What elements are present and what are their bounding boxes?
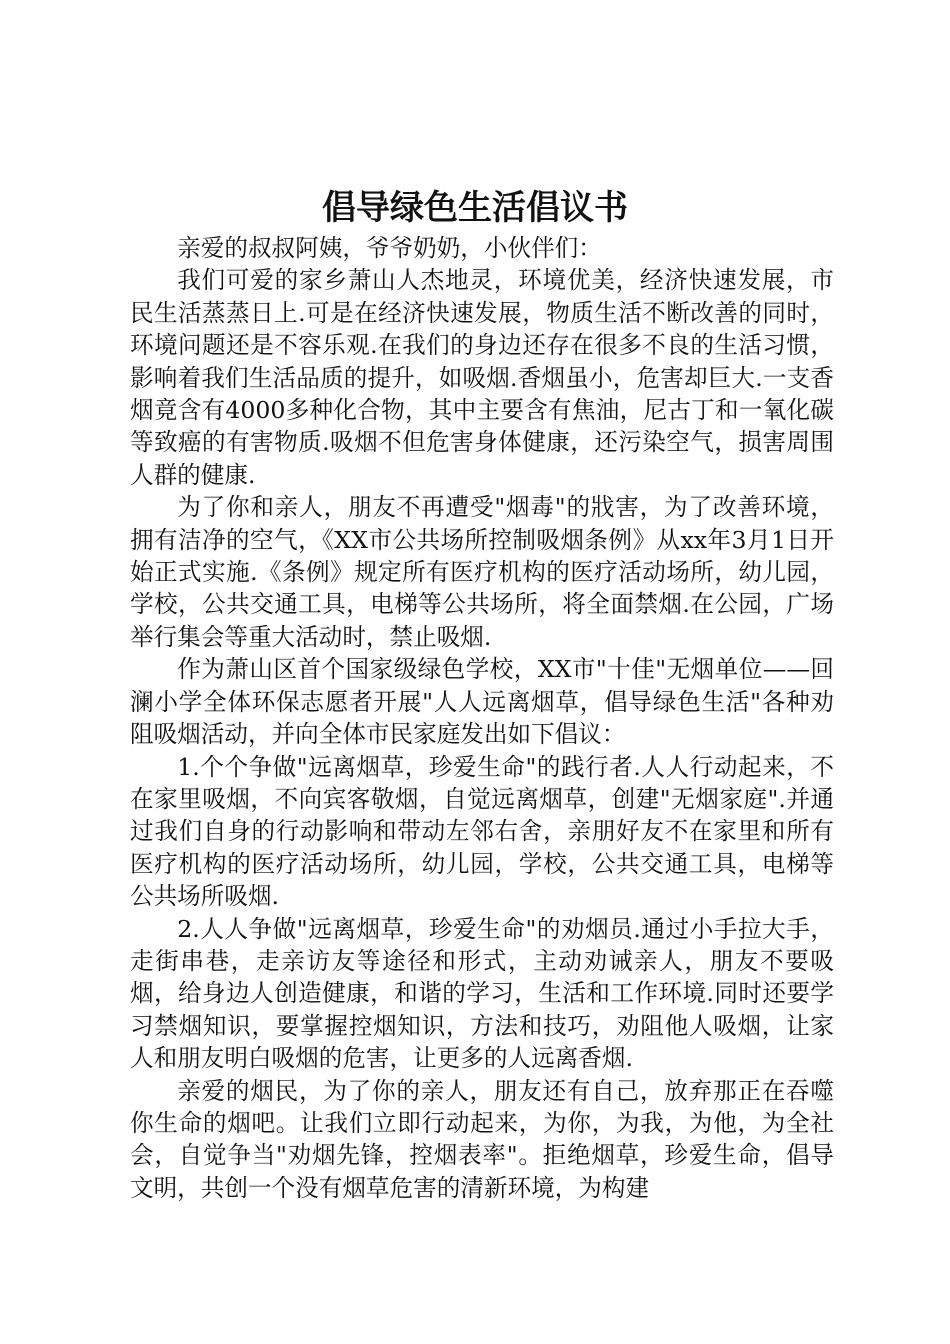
proposal-item-2: 2.人人争做"远离烟草，珍爱生命"的劝烟员.通过小手拉大手，走街串巷，走亲访友等途径和形式，主动劝诫亲人，朋友不要吸烟，给身边人创造健康，和谐的学习，生活和工作环境.同时还要学习禁烟知识，要掌握控烟知识，方法和技巧，劝阻他人吸烟，让家人和朋友明白吸烟的危害，让更多的人远离香烟. bbox=[130, 914, 834, 1073]
body-paragraph: 我们可爱的家乡萧山人杰地灵，环境优美，经济快速发展，市民生活蒸蒸日上.可是在经济快速发展，物质生活不断改善的同时，环境问题还是不容乐观.在我们的身边还存在很多不良的生活习惯，影响着我们生活品质的提升，如吸烟.香烟虽小，危害却巨大.一支香烟竟含有4000多种化合物，其中主要含有焦油，尼古丁和一氧化碳等致癌的有害物质.吸烟不但危害身体健康，还污染空气，损害周围人群的健康. bbox=[130, 266, 834, 489]
body-paragraph: 亲爱的烟民，为了你的亲人，朋友还有自己，放弃那正在吞噬你生命的烟吧。让我们立即行动起来，为你，为我，为他，为全社会，自觉争当"劝烟先锋，控烟表率"。拒绝烟草，珍爱生命，倡导文明，共创一个没有烟草危害的清新环境，为构建 bbox=[130, 1076, 834, 1202]
document-title: 倡导绿色生活倡议书 bbox=[322, 188, 628, 228]
body-paragraph: 作为萧山区首个国家级绿色学校，XX市"十佳"无烟单位——回澜小学全体环保志愿者开展"人人远离烟草，倡导绿色生活"各种劝阻吸烟活动，并向全体市民家庭发出如下倡议： bbox=[130, 655, 834, 749]
proposal-item-1: 1.个个争做"远离烟草，珍爱生命"的践行者.人人行动起来，不在家里吸烟，不向宾客敬烟，自觉远离烟草，创建"无烟家庭".并通过我们自身的行动影响和带动左邻右舍，亲朋好友不在家里和所有医疗机构的医疗活动场所，幼儿园，学校，公共交通工具，电梯等公共场所吸烟. bbox=[130, 752, 834, 911]
salutation-paragraph: 亲爱的叔叔阿姨，爷爷奶奶，小伙伴们： bbox=[177, 234, 602, 262]
document-body bbox=[130, 232, 834, 1204]
body-paragraph: 为了你和亲人，朋友不再遭受"烟毒"的戕害，为了改善环境，拥有洁净的空气，《XX市公共场所控制吸烟条例》从xx年3月1日开始正式实施.《条例》规定所有医疗机构的医疗活动场所，幼儿园，学校，公共交通工具，电梯等公共场所，将全面禁烟.在公园，广场举行集会等重大活动时，禁止吸烟. bbox=[130, 493, 834, 651]
